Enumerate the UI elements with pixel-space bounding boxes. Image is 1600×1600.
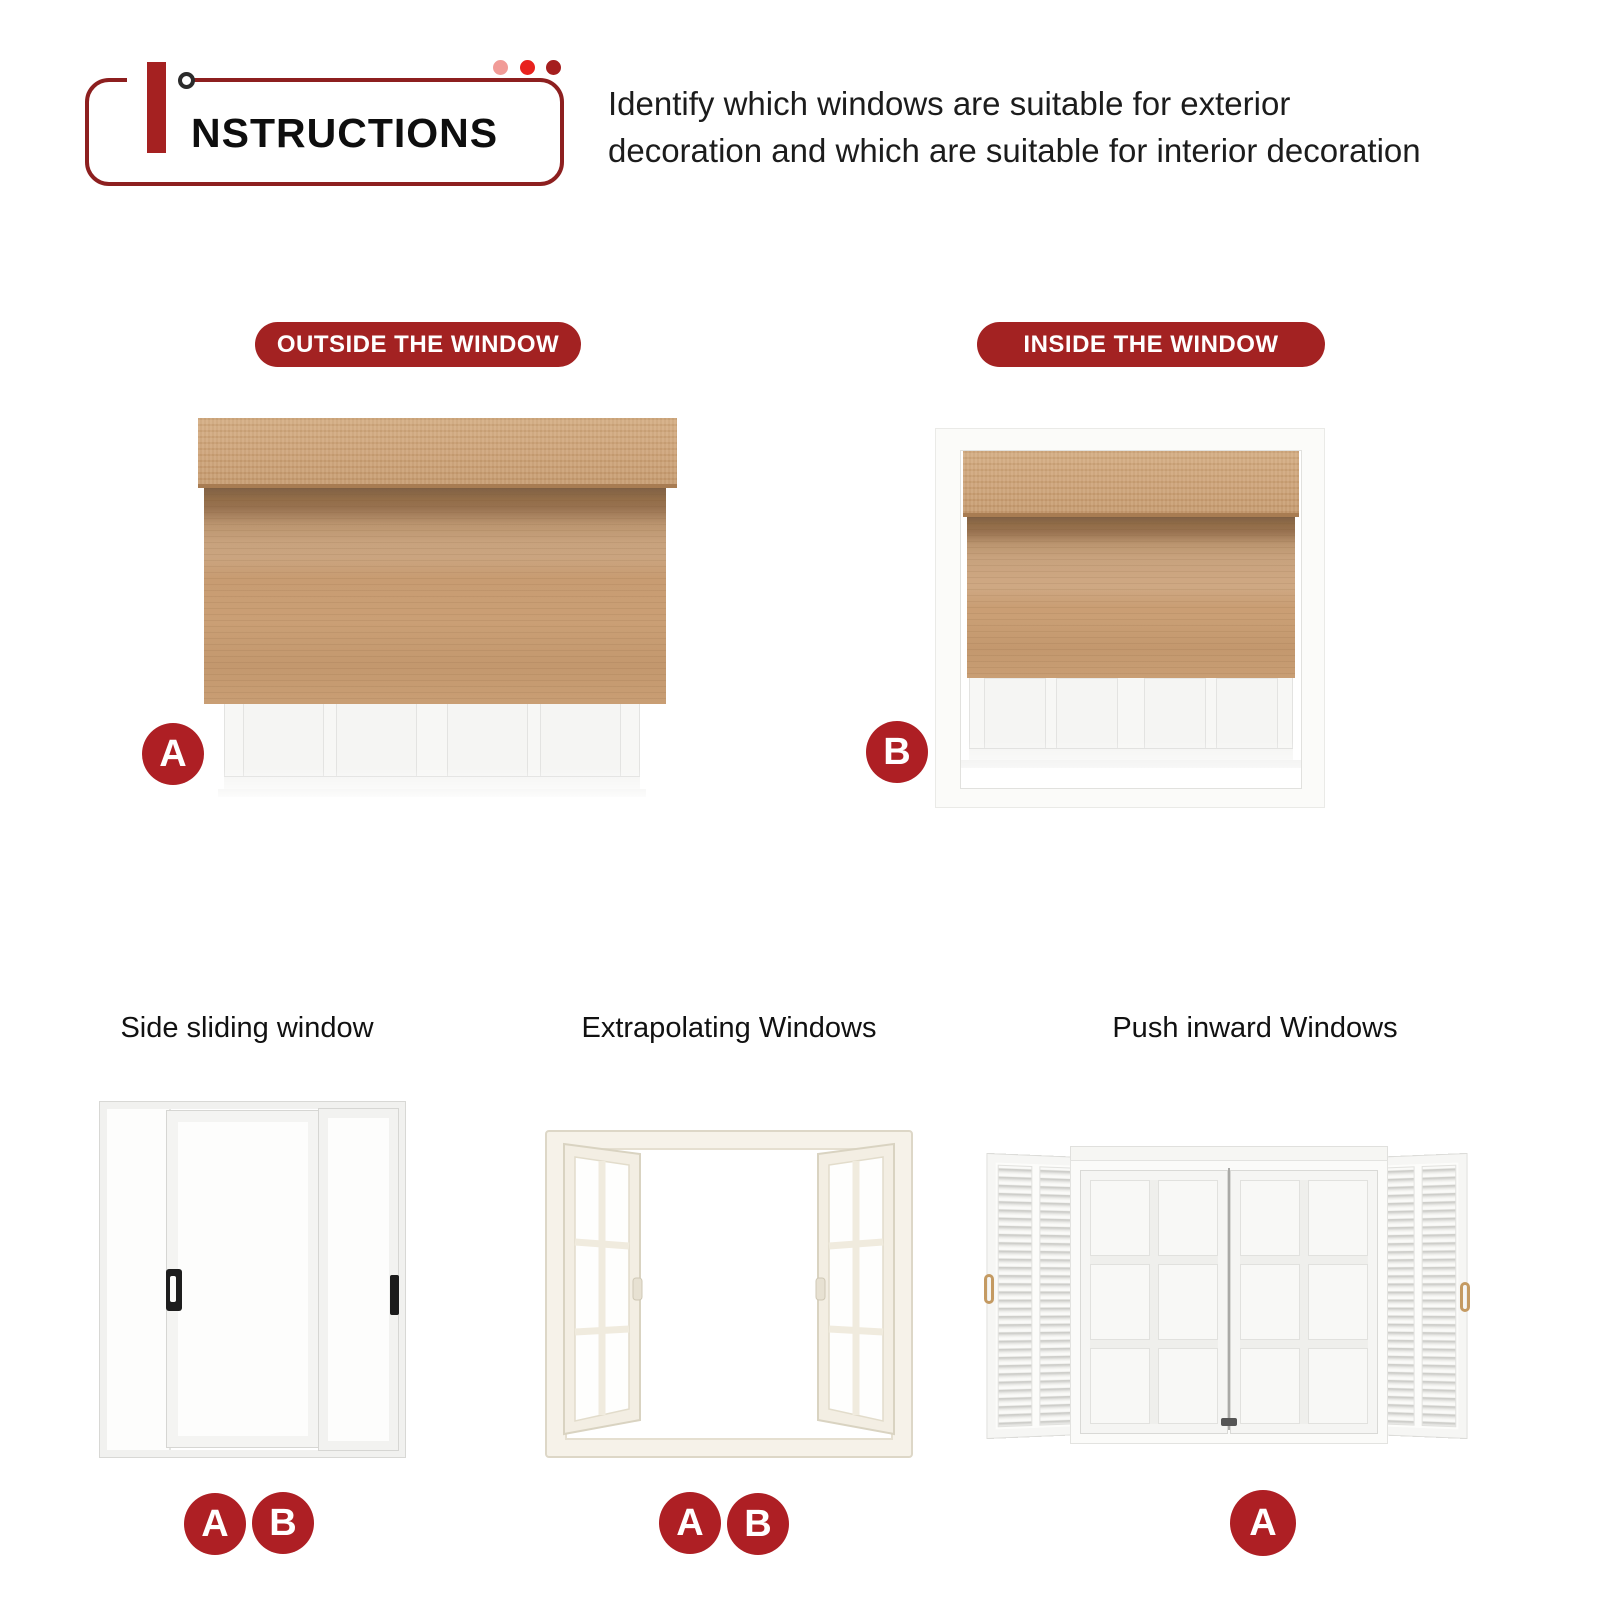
window-pane (1057, 678, 1117, 748)
badge-outside-the-window: OUTSIDE THE WINDOW (255, 322, 581, 367)
window-pane (1158, 1264, 1218, 1340)
window-pane (1158, 1180, 1218, 1256)
louver-column (998, 1165, 1033, 1428)
decor-dot-red-icon (520, 60, 535, 75)
blind-valance (198, 418, 677, 488)
window-mullion (1045, 678, 1058, 748)
slider-right-sash (319, 1109, 398, 1450)
marker-a-side-sliding: A (184, 1493, 246, 1555)
description-line-1: Identify which windows are suitable for exterior (608, 85, 1291, 122)
inside-mount-illustration (935, 428, 1325, 808)
louver-column (1422, 1165, 1457, 1428)
label-side-sliding-window: Side sliding window (120, 1012, 374, 1044)
window-pane (1308, 1348, 1368, 1424)
window-pane (1158, 1348, 1218, 1424)
marker-b-side-sliding: B (252, 1492, 314, 1554)
marker-b-inside: B (866, 721, 928, 783)
description-line-2: decoration and which are suitable for interior decoration (608, 132, 1421, 169)
shutter-handle-icon (984, 1274, 994, 1304)
left-shutter (987, 1154, 1083, 1438)
window-pane (1308, 1180, 1368, 1256)
image-fade (961, 741, 1301, 788)
blind-body (967, 517, 1295, 678)
header-description (608, 80, 1598, 174)
side-sliding-window-illustration (100, 1102, 405, 1457)
page-title: NSTRUCTIONS (191, 110, 499, 156)
latch-icon (1221, 1418, 1237, 1426)
marker-a-extrapolating: A (659, 1492, 721, 1554)
slider-handle-icon (390, 1275, 399, 1315)
slider-fixed-pane (107, 1109, 171, 1450)
blind-valance (963, 451, 1299, 517)
window-pane (1240, 1264, 1300, 1340)
extrapolating-window-illustration (545, 1130, 913, 1458)
window-stile (969, 678, 985, 748)
window-opening (960, 450, 1302, 789)
left-casement (1081, 1171, 1227, 1433)
image-fade (210, 768, 654, 806)
window-center-post (1117, 678, 1144, 748)
label-push-inward-windows: Push inward Windows (1112, 1012, 1398, 1044)
decor-dot-darkred-icon (546, 60, 561, 75)
window-pane (1240, 1348, 1300, 1424)
decor-dot-pink-icon (493, 60, 508, 75)
shutter-handle-icon (1460, 1282, 1470, 1312)
window-behind-blind (969, 678, 1293, 748)
louver-column (1039, 1166, 1073, 1425)
window-pane (1090, 1348, 1150, 1424)
window-pane (985, 678, 1045, 748)
letter-i-bar (147, 62, 166, 153)
slider-handle-icon (166, 1269, 182, 1311)
window-mullion (1205, 678, 1218, 748)
marker-a-outside: A (142, 723, 204, 785)
label-extrapolating-windows: Extrapolating Windows (581, 1012, 877, 1044)
window-pane (1217, 678, 1277, 748)
window-pane (1090, 1264, 1150, 1340)
right-casement (1231, 1171, 1377, 1433)
marker-b-extrapolating: B (727, 1493, 789, 1555)
central-casement-window (1070, 1146, 1388, 1444)
ring-icon (178, 72, 195, 89)
window-pane (1240, 1180, 1300, 1256)
blind-body (204, 488, 666, 704)
push-inward-window-illustration (988, 1146, 1466, 1446)
marker-a-push-inward: A (1230, 1490, 1296, 1556)
window-stile (1277, 678, 1293, 748)
window-pane (1145, 678, 1205, 748)
window-pane (1308, 1264, 1368, 1340)
meeting-stile (1228, 1168, 1230, 1430)
badge-inside-the-window: INSIDE THE WINDOW (977, 322, 1325, 367)
window-pane (1090, 1180, 1150, 1256)
slider-middle-sash (167, 1111, 319, 1447)
